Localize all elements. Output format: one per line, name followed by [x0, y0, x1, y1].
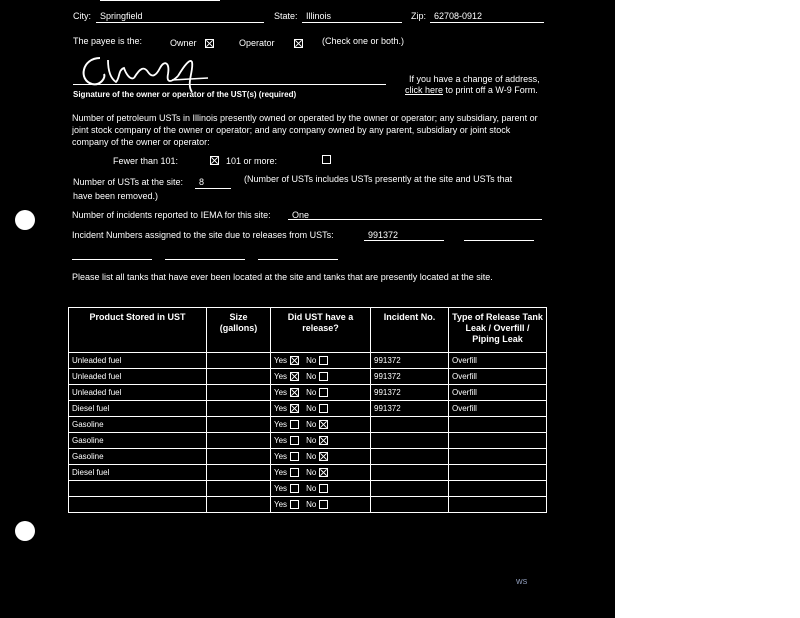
zip-line	[430, 22, 544, 23]
header-release: Did UST have a release?	[271, 308, 371, 353]
city-value: Springfield	[100, 11, 143, 21]
release-choice	[274, 433, 328, 448]
yes-label: Yes	[274, 356, 288, 365]
yes-checkbox[interactable]	[290, 404, 299, 413]
cell-size	[207, 497, 271, 513]
cell-incident: 991372	[371, 385, 449, 401]
yes-checkbox[interactable]	[290, 372, 299, 381]
no-checkbox[interactable]	[319, 388, 328, 397]
incident-number-value: 991372	[368, 230, 399, 240]
cell-size	[207, 417, 271, 433]
yes-label: Yes	[274, 420, 288, 429]
table-row	[69, 465, 547, 481]
no-label: No	[306, 436, 317, 445]
cell-release-type	[449, 433, 547, 449]
table-row	[69, 497, 547, 513]
incidents-label: Number of incidents reported to IEMA for this site:	[72, 210, 271, 220]
w9-link[interactable]: click here	[405, 85, 444, 95]
cell-release	[271, 401, 371, 417]
cell-size	[207, 465, 271, 481]
cell-incident: 991372	[371, 353, 449, 369]
cell-size	[207, 433, 271, 449]
usts-note-line2: have been removed.)	[73, 191, 159, 201]
no-label: No	[306, 372, 317, 381]
cell-release	[271, 385, 371, 401]
yes-label: Yes	[274, 388, 288, 397]
table-row	[69, 401, 547, 417]
punch-hole-top	[15, 210, 35, 230]
cell-size	[207, 353, 271, 369]
owner-checkbox[interactable]	[205, 39, 214, 48]
cell-product	[69, 481, 207, 497]
usts-at-site-line	[195, 188, 231, 189]
cell-incident	[371, 449, 449, 465]
cell-release	[271, 465, 371, 481]
no-checkbox[interactable]	[319, 468, 328, 477]
no-label: No	[306, 404, 317, 413]
signature-line	[73, 84, 386, 85]
tanks-table-header	[69, 308, 547, 353]
no-checkbox[interactable]	[319, 420, 328, 429]
table-row	[69, 449, 547, 465]
cell-release	[271, 369, 371, 385]
no-label: No	[306, 388, 317, 397]
cell-size	[207, 481, 271, 497]
cell-product: Gasoline	[69, 449, 207, 465]
cell-release	[271, 417, 371, 433]
cell-size	[207, 385, 271, 401]
no-label: No	[306, 356, 317, 365]
no-checkbox[interactable]	[319, 372, 328, 381]
yes-label: Yes	[274, 500, 288, 509]
no-checkbox[interactable]	[319, 356, 328, 365]
incident-number-line-2	[464, 240, 534, 241]
table-row	[69, 353, 547, 369]
more-than-101-checkbox[interactable]	[322, 155, 331, 164]
cell-release-type	[449, 449, 547, 465]
no-checkbox[interactable]	[319, 404, 328, 413]
top-cutoff-line	[100, 0, 220, 1]
state-label: State:	[274, 11, 298, 21]
yes-checkbox[interactable]	[290, 452, 299, 461]
yes-label: Yes	[274, 436, 288, 445]
yes-label: Yes	[274, 404, 288, 413]
cell-incident	[371, 497, 449, 513]
cell-release-type: Overfill	[449, 385, 547, 401]
city-line	[96, 22, 264, 23]
zip-label: Zip:	[411, 11, 427, 21]
cell-release-type	[449, 465, 547, 481]
w9-note-rest: to print off a W-9 Form.	[443, 85, 538, 95]
address-change-note: If you have a change of address,	[409, 74, 540, 84]
header-incident: Incident No.	[371, 308, 449, 353]
city-label: City:	[73, 11, 91, 21]
no-checkbox[interactable]	[319, 500, 328, 509]
cell-size	[207, 449, 271, 465]
no-label: No	[306, 468, 317, 477]
payee-note: (Check one or both.)	[322, 36, 405, 46]
cell-product	[69, 497, 207, 513]
cell-incident: 991372	[371, 369, 449, 385]
no-label: No	[306, 500, 317, 509]
state-line	[302, 22, 402, 23]
cell-incident	[371, 433, 449, 449]
yes-checkbox[interactable]	[290, 468, 299, 477]
cell-size	[207, 401, 271, 417]
cell-release	[271, 353, 371, 369]
cell-incident: 991372	[371, 401, 449, 417]
cell-release	[271, 497, 371, 513]
no-label: No	[306, 484, 317, 493]
payee-label: The payee is the:	[73, 36, 143, 46]
cell-incident	[371, 481, 449, 497]
operator-label: Operator	[239, 38, 275, 48]
cell-release-type	[449, 417, 547, 433]
yes-checkbox[interactable]	[290, 420, 299, 429]
release-choice	[274, 401, 328, 416]
header-size: Size (gallons)	[207, 308, 271, 353]
release-choice	[274, 417, 328, 432]
cell-release-type: Overfill	[449, 401, 547, 417]
table-row	[69, 385, 547, 401]
header-product: Product Stored in UST	[69, 308, 207, 353]
tanks-table	[68, 307, 547, 513]
tanks-instruction: Please list all tanks that have ever been located at the site and tanks that are presently located at the site.	[72, 272, 493, 282]
incident-number-line-3	[72, 259, 152, 260]
release-choice	[274, 497, 328, 512]
petroleum-paragraph: Number of petroleum USTs in Illinois presently owned or operated by the owner or operator; any subsidiary, parent or joint stock company of the owner or operator; and any company owned by any parent, subsidiary or joint stock company of the owner or operator:	[72, 113, 538, 147]
cell-release-type: Overfill	[449, 353, 547, 369]
release-choice	[274, 481, 328, 496]
release-choice	[274, 353, 328, 368]
yes-label: Yes	[274, 468, 288, 477]
cell-product: Unleaded fuel	[69, 353, 207, 369]
fewer-than-101-checkbox[interactable]	[210, 156, 219, 165]
cell-release	[271, 481, 371, 497]
incident-number-line-1	[364, 240, 444, 241]
no-checkbox[interactable]	[319, 436, 328, 445]
cell-release	[271, 449, 371, 465]
release-choice	[274, 449, 328, 464]
cell-product: Gasoline	[69, 417, 207, 433]
cell-release-type	[449, 481, 547, 497]
incident-numbers-label: Incident Numbers assigned to the site due to releases from USTs:	[72, 230, 334, 240]
release-choice	[274, 465, 328, 480]
cell-release-type	[449, 497, 547, 513]
cell-product: Unleaded fuel	[69, 385, 207, 401]
cell-product: Diesel fuel	[69, 465, 207, 481]
incident-number-line-4	[165, 259, 245, 260]
signature-caption: Signature of the owner or operator of the UST(s) (required)	[73, 90, 297, 99]
no-checkbox[interactable]	[319, 484, 328, 493]
yes-checkbox[interactable]	[290, 436, 299, 445]
release-choice	[274, 385, 328, 400]
cell-incident	[371, 465, 449, 481]
usts-note-line1: (Number of USTs includes USTs presently at the site and USTs that	[244, 174, 513, 184]
owner-label: Owner	[170, 38, 197, 48]
tanks-table-body	[69, 353, 547, 513]
no-label: No	[306, 420, 317, 429]
yes-checkbox[interactable]	[290, 500, 299, 509]
release-choice	[274, 369, 328, 384]
fewer-than-101-label: Fewer than 101:	[113, 156, 179, 166]
incident-number-line-5	[258, 259, 338, 260]
punch-hole-bottom	[15, 521, 35, 541]
no-checkbox[interactable]	[319, 452, 328, 461]
w9-note	[405, 85, 538, 95]
operator-checkbox[interactable]	[294, 39, 303, 48]
cell-product: Gasoline	[69, 433, 207, 449]
usts-at-site-value: 8	[199, 177, 205, 187]
yes-label: Yes	[274, 372, 288, 381]
yes-checkbox[interactable]	[290, 356, 299, 365]
state-value: Illinois	[306, 11, 332, 21]
incidents-line	[288, 219, 542, 220]
cell-product: Diesel fuel	[69, 401, 207, 417]
table-row	[69, 481, 547, 497]
incidents-value: One	[292, 210, 310, 220]
yes-label: Yes	[274, 484, 288, 493]
table-row	[69, 433, 547, 449]
usts-at-site-label: Number of USTs at the site:	[73, 177, 184, 187]
header-type: Type of Release Tank Leak / Overfill / Piping Leak	[449, 308, 547, 353]
cell-incident	[371, 417, 449, 433]
no-label: No	[306, 452, 317, 461]
yes-checkbox[interactable]	[290, 484, 299, 493]
table-row	[69, 369, 547, 385]
cell-product: Unleaded fuel	[69, 369, 207, 385]
table-row	[69, 417, 547, 433]
yes-label: Yes	[274, 452, 288, 461]
cell-size	[207, 369, 271, 385]
cell-release-type: Overfill	[449, 369, 547, 385]
yes-checkbox[interactable]	[290, 388, 299, 397]
cell-release	[271, 433, 371, 449]
footer-mark: WS	[516, 579, 528, 586]
zip-value: 62708-0912	[434, 11, 483, 21]
more-than-101-label: 101 or more:	[226, 156, 278, 166]
